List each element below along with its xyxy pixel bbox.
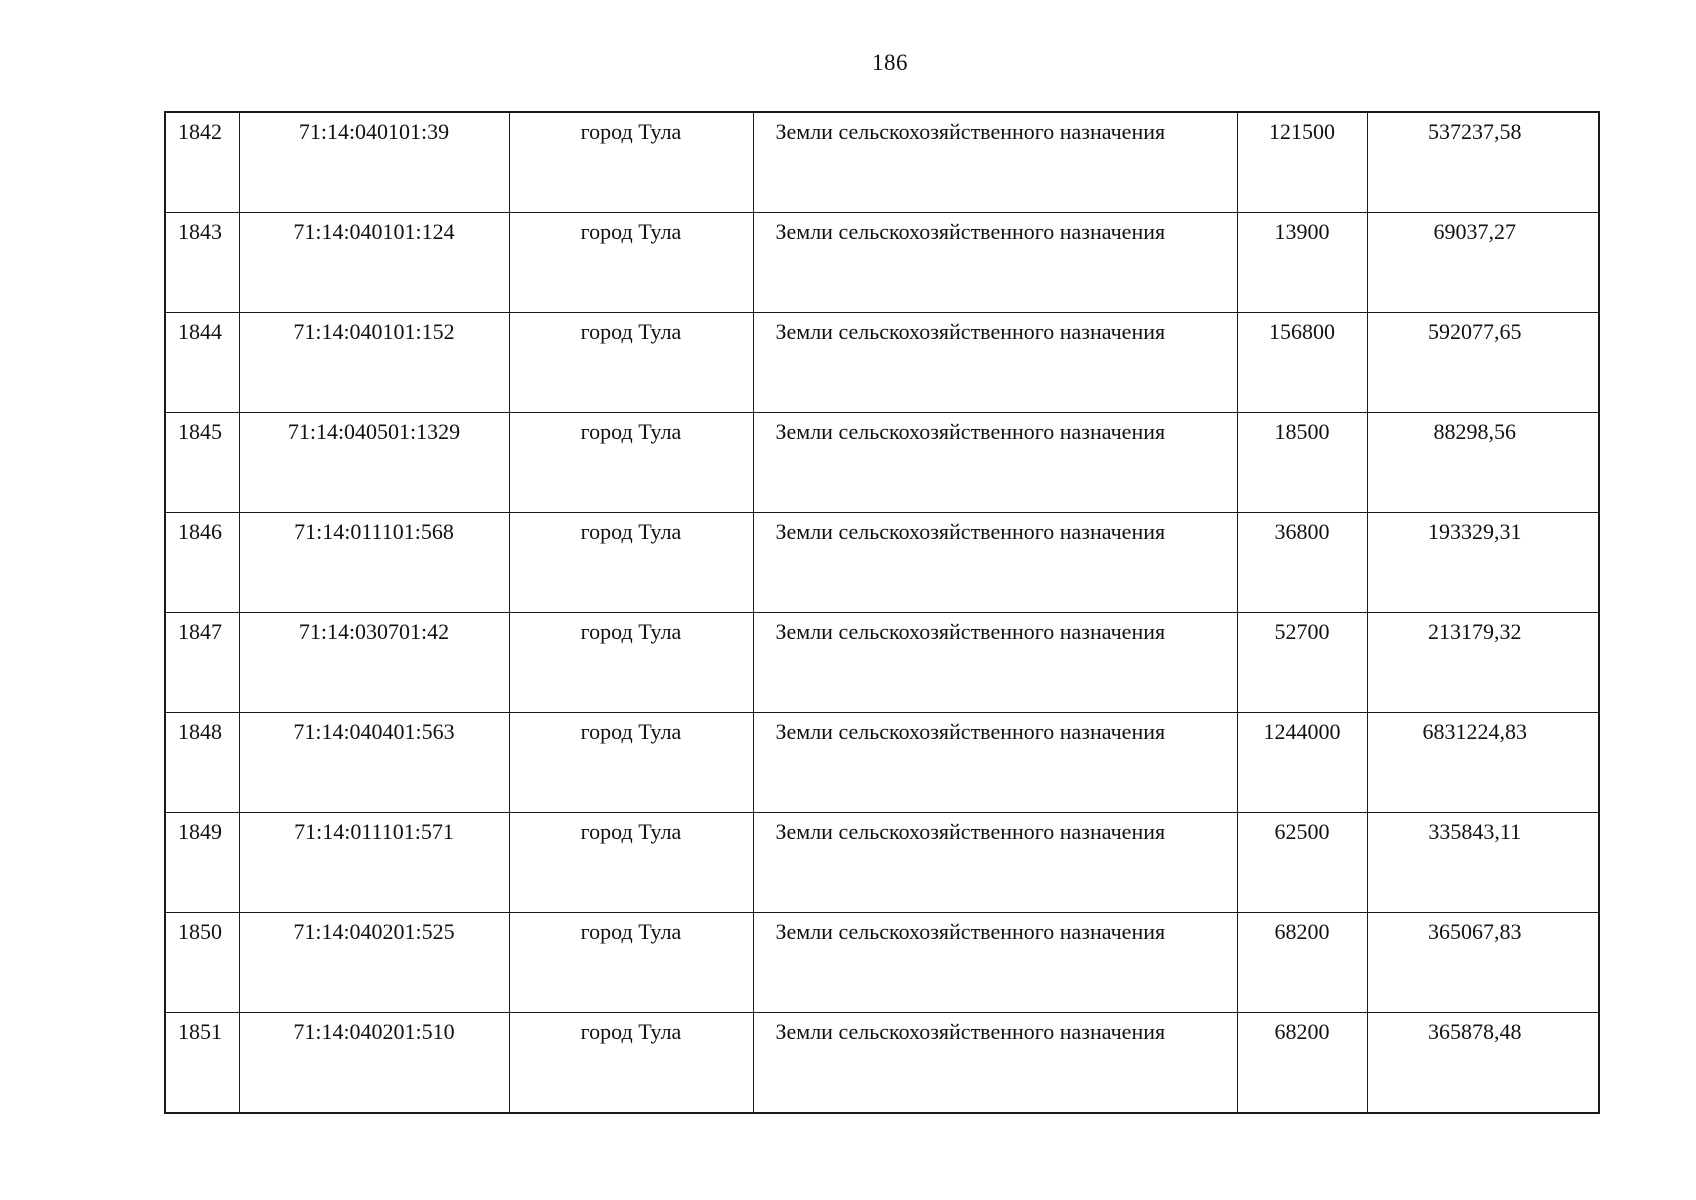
table-row [165,513,1599,613]
cadastral-number-cell: 71:14:040101:124 [239,213,509,313]
cadastral-value-cell: 69037,27 [1367,213,1599,313]
location-cell: город Тула [509,813,753,913]
row-number-cell: 1844 [165,313,239,413]
cadastral-value-cell: 537237,58 [1367,112,1599,213]
row-number-cell: 1843 [165,213,239,313]
location-cell: город Тула [509,713,753,813]
cadastral-value-cell: 88298,56 [1367,413,1599,513]
table-row [165,313,1599,413]
land-category-cell: Земли сельскохозяйственного назначения [753,813,1237,913]
row-number-cell: 1850 [165,913,239,1013]
cadastral-number-cell: 71:14:011101:571 [239,813,509,913]
page-number: 186 [872,50,908,75]
land-category-cell: Земли сельскохозяйственного назначения [753,613,1237,713]
area-cell: 1244000 [1237,713,1367,813]
cadastral-number-cell: 71:14:040201:525 [239,913,509,1013]
land-category-cell: Земли сельскохозяйственного назначения [753,1013,1237,1114]
cadastral-number-cell: 71:14:040101:152 [239,313,509,413]
location-cell: город Тула [509,513,753,613]
location-cell: город Тула [509,112,753,213]
cadastral-value-cell: 193329,31 [1367,513,1599,613]
area-cell: 13900 [1237,213,1367,313]
land-category-cell: Земли сельскохозяйственного назначения [753,913,1237,1013]
row-number-cell: 1846 [165,513,239,613]
cadastral-number-cell: 71:14:040501:1329 [239,413,509,513]
location-cell: город Тула [509,613,753,713]
land-category-cell: Земли сельскохозяйственного назначения [753,213,1237,313]
table-row [165,913,1599,1013]
location-cell: город Тула [509,1013,753,1114]
cadastral-value-cell: 365067,83 [1367,913,1599,1013]
row-number-cell: 1845 [165,413,239,513]
area-cell: 156800 [1237,313,1367,413]
area-cell: 52700 [1237,613,1367,713]
area-cell: 68200 [1237,1013,1367,1114]
table-row [165,713,1599,813]
land-category-cell: Земли сельскохозяйственного назначения [753,713,1237,813]
cadastral-value-cell: 213179,32 [1367,613,1599,713]
cadastral-number-cell: 71:14:040401:563 [239,713,509,813]
area-cell: 62500 [1237,813,1367,913]
cadastral-value-cell: 592077,65 [1367,313,1599,413]
row-number-cell: 1847 [165,613,239,713]
table-row [165,413,1599,513]
location-cell: город Тула [509,213,753,313]
cadastral-value-cell: 335843,11 [1367,813,1599,913]
cadastral-number-cell: 71:14:040201:510 [239,1013,509,1114]
cadastral-number-cell: 71:14:030701:42 [239,613,509,713]
area-cell: 68200 [1237,913,1367,1013]
row-number-cell: 1851 [165,1013,239,1114]
cadastral-value-cell: 365878,48 [1367,1013,1599,1114]
cadastral-number-cell: 71:14:011101:568 [239,513,509,613]
cadastral-number-cell: 71:14:040101:39 [239,112,509,213]
table-row [165,813,1599,913]
land-registry-table [164,111,1600,1114]
table-row [165,112,1599,213]
row-number-cell: 1842 [165,112,239,213]
area-cell: 36800 [1237,513,1367,613]
land-category-cell: Земли сельскохозяйственного назначения [753,112,1237,213]
area-cell: 121500 [1237,112,1367,213]
location-cell: город Тула [509,313,753,413]
land-category-cell: Земли сельскохозяйственного назначения [753,313,1237,413]
land-category-cell: Земли сельскохозяйственного назначения [753,513,1237,613]
table-row [165,1013,1599,1114]
cadastral-value-cell: 6831224,83 [1367,713,1599,813]
location-cell: город Тула [509,413,753,513]
land-category-cell: Земли сельскохозяйственного назначения [753,413,1237,513]
row-number-cell: 1849 [165,813,239,913]
row-number-cell: 1848 [165,713,239,813]
table-row [165,613,1599,713]
area-cell: 18500 [1237,413,1367,513]
table-row [165,213,1599,313]
location-cell: город Тула [509,913,753,1013]
